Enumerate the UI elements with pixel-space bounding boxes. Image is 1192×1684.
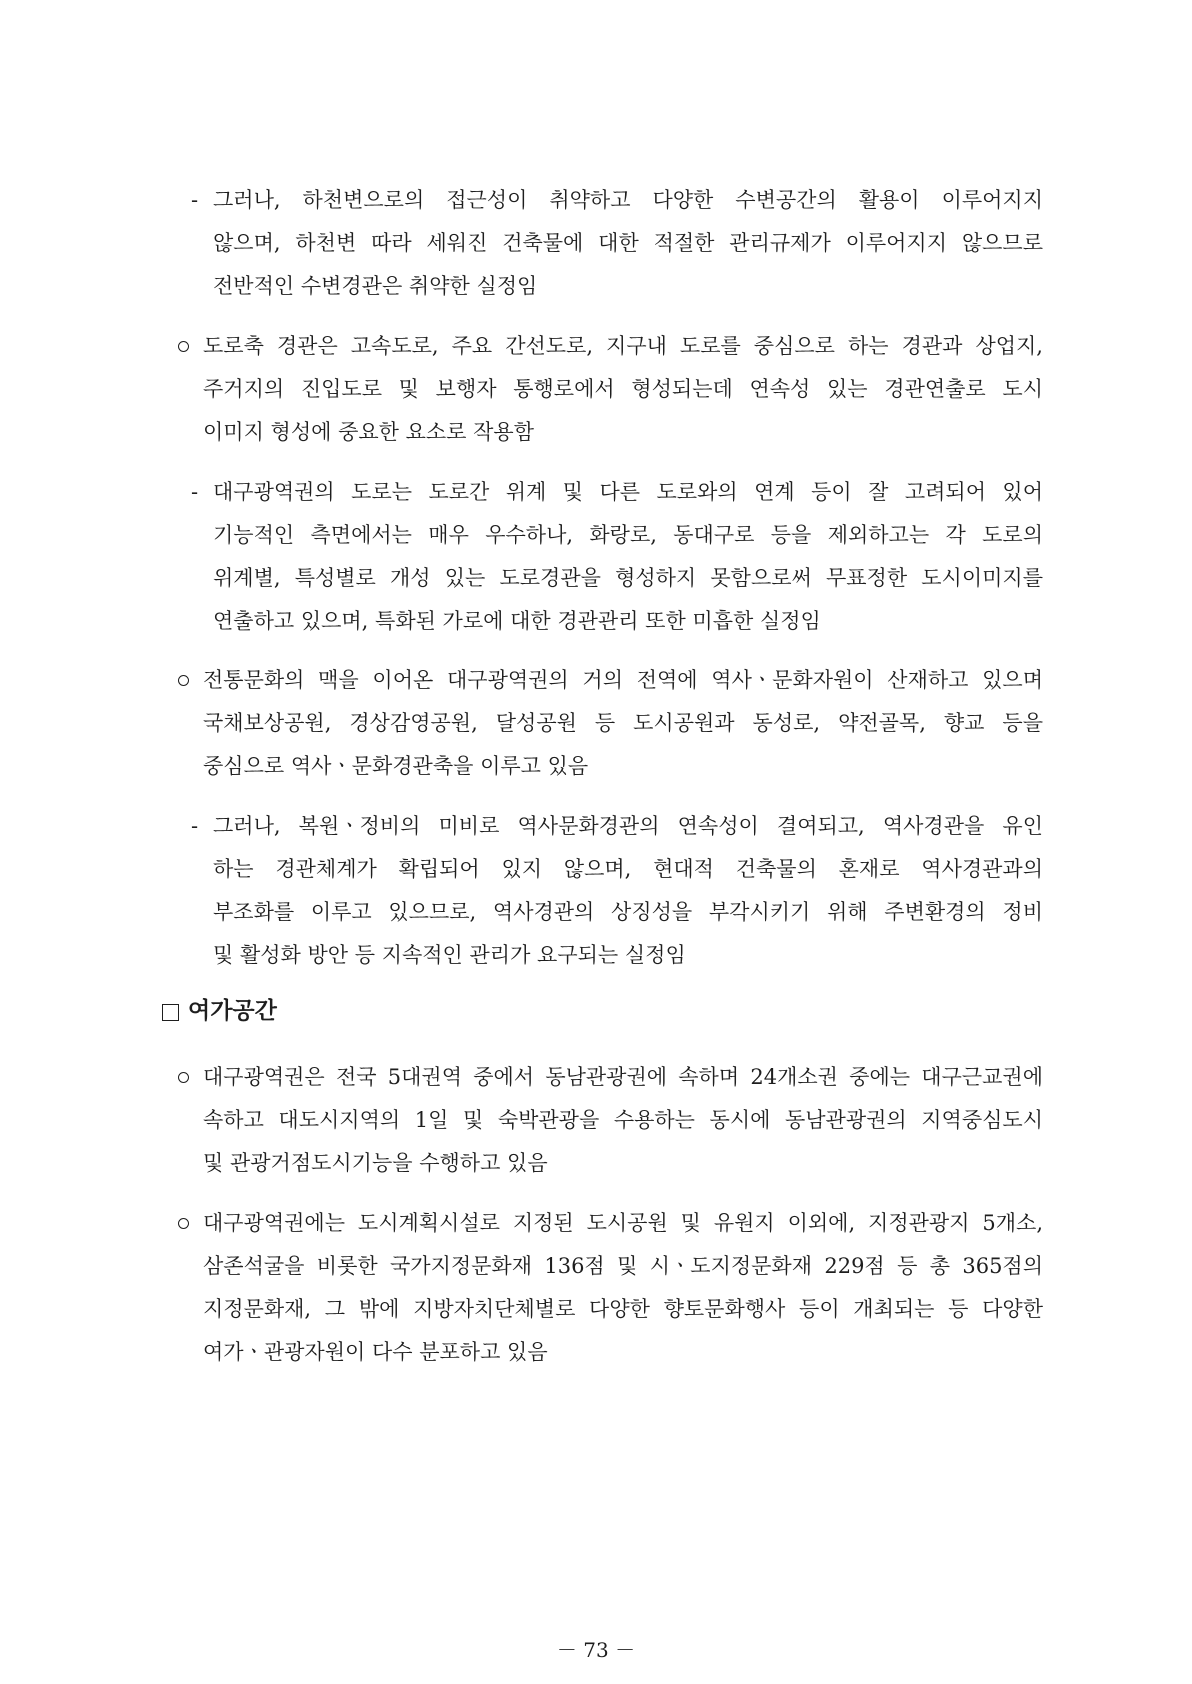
paragraph-line: 않으며, 하천변 따라 세워진 건축물에 대한 적절한 관리규제가 이루어지지 않으므로 (213, 231, 1043, 255)
paragraph-line: 기능적인 측면에서는 매우 우수하나, 화랑로, 동대구로 등을 제외하고는 각 도로의 (213, 523, 1043, 547)
paragraph-line: 부조화를 이루고 있으므로, 역사경관의 상징성을 부각시키기 위해 주변환경의 정비 (213, 900, 1043, 924)
square-box-icon (162, 1004, 179, 1021)
paragraph-line: 및 관광거점도시기능을 수행하고 있음 (203, 1151, 548, 1175)
dash-marker: - (191, 480, 199, 504)
paragraph-line: 대구광역권은 전국 5대권역 중에서 동남관광권에 속하며 24개소권 중에는 대구근교권에 (203, 1065, 1043, 1089)
paragraph-line: 중심으로 역사ㆍ문화경관축을 이루고 있음 (203, 754, 589, 778)
paragraph-line: 전반적인 수변경관은 취약한 실정임 (213, 274, 538, 298)
section-heading: 여가공간 (188, 997, 277, 1024)
paragraph-line: 주거지의 진입도로 및 보행자 통행로에서 형성되는데 연속성 있는 경관연출로 도시 (203, 377, 1043, 401)
paragraph-line: 삼존석굴을 비롯한 국가지정문화재 136점 및 시ㆍ도지정문화재 229점 등 총 365점의 (203, 1254, 1043, 1278)
dash-marker: - (191, 188, 199, 212)
paragraph-line: 지정문화재, 그 밖에 지방자치단체별로 다양한 향토문화행사 등이 개최되는 등 다양한 (203, 1297, 1043, 1321)
paragraph-line: 위계별, 특성별로 개성 있는 도로경관을 형성하지 못함으로써 무표정한 도시이미지를 (213, 566, 1043, 590)
paragraph-line: 여가ㆍ관광자원이 다수 분포하고 있음 (203, 1340, 548, 1364)
paragraph-line: 대구광역권에는 도시계획시설로 지정된 도시공원 및 유원지 이외에, 지정관광지 5개소, (203, 1211, 1043, 1235)
paragraph-line: 국채보상공원, 경상감영공원, 달성공원 등 도시공원과 동성로, 약전골목, 향교 등을 (203, 711, 1043, 735)
paragraph-line: 및 활성화 방안 등 지속적인 관리가 요구되는 실정임 (213, 943, 686, 967)
dash-marker: - (191, 814, 199, 838)
paragraph-line: 도로축 경관은 고속도로, 주요 간선도로, 지구내 도로를 중심으로 하는 경관과 상업지, (203, 334, 1043, 358)
paragraph-line: 하는 경관체계가 확립되어 있지 않으며, 현대적 건축물의 혼재로 역사경관과의 (213, 857, 1043, 881)
paragraph-line: 이미지 형성에 중요한 요소로 작용함 (203, 420, 534, 444)
paragraph-line: 그러나, 복원ㆍ정비의 미비로 역사문화경관의 연속성이 결여되고, 역사경관을 유인 (213, 814, 1043, 838)
paragraph-line: 대구광역권의 도로는 도로간 위계 및 다른 도로와의 연계 등이 잘 고려되어 있어 (213, 480, 1043, 504)
page-number: － 73 － (556, 1638, 636, 1662)
paragraph-line: 연출하고 있으며, 특화된 가로에 대한 경관관리 또한 미흡한 실정임 (213, 609, 821, 633)
paragraph-line: 속하고 대도시지역의 1일 및 숙박관광을 수용하는 동시에 동남관광권의 지역중심도시 (203, 1108, 1043, 1132)
paragraph-line: 그러나, 하천변으로의 접근성이 취약하고 다양한 수변공간의 활용이 이루어지지 (213, 188, 1043, 212)
paragraph-line: 전통문화의 맥을 이어온 대구광역권의 거의 전역에 역사ㆍ문화자원이 산재하고 있으며 (203, 668, 1043, 692)
